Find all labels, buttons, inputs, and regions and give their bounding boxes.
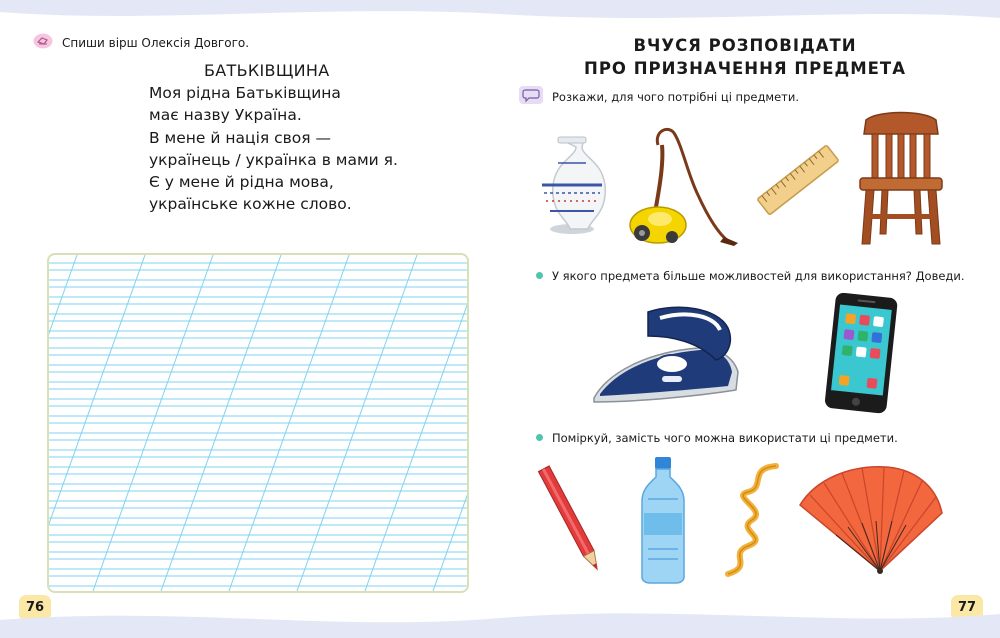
ruler-image <box>752 140 844 220</box>
top-wave-decoration <box>0 0 1000 30</box>
smartphone-image <box>822 293 900 415</box>
page-number-right: 77 <box>951 595 983 621</box>
heading-line: ВЧУСЯ РОЗПОВІДАТИ <box>633 36 857 55</box>
poem-line: має назву Україна. <box>149 106 302 125</box>
ribbon-image <box>718 462 784 578</box>
water-bottle-image <box>638 455 688 585</box>
copy-task-text: Спиши вірш Олексія Довгого. <box>62 36 250 50</box>
speech-bubble-icon <box>519 86 543 104</box>
poem-line: Є у мене й рідна мова, <box>149 173 334 192</box>
bottom-wave-decoration <box>0 598 1000 638</box>
bullet-icon <box>536 434 543 441</box>
heading-line: ПРО ПРИЗНАЧЕННЯ ПРЕДМЕТА <box>584 59 906 78</box>
handwriting-copybook-area[interactable] <box>47 253 469 593</box>
copy-task-icon <box>33 33 53 49</box>
poem <box>149 82 398 216</box>
chair-image <box>858 110 944 246</box>
poem-line: В мене й нація своя — <box>149 128 332 147</box>
copybook-lines <box>49 255 467 591</box>
poem-title: БАТЬКІВЩИНА <box>204 61 330 80</box>
page-number-left: 76 <box>19 595 51 621</box>
section-heading <box>545 34 945 80</box>
vacuum-cleaner-image <box>628 125 746 247</box>
fan-image <box>796 465 944 583</box>
vase-image <box>532 135 612 235</box>
bullet-icon <box>536 272 543 279</box>
poem-line: українське кожне слово. <box>149 195 352 214</box>
iron-image <box>588 302 744 410</box>
instruction-3: Поміркуй, замість чого можна використати ці предмети. <box>552 431 898 445</box>
instruction-1: Розкажи, для чого потрібні ці предмети. <box>552 90 799 104</box>
pencil-image <box>536 458 606 582</box>
instruction-2: У якого предмета більше можливостей для використання? Доведи. <box>552 269 965 283</box>
poem-line: українець / українка в мами я. <box>149 150 398 169</box>
poem-line: Моя рідна Батьківщина <box>149 84 341 102</box>
